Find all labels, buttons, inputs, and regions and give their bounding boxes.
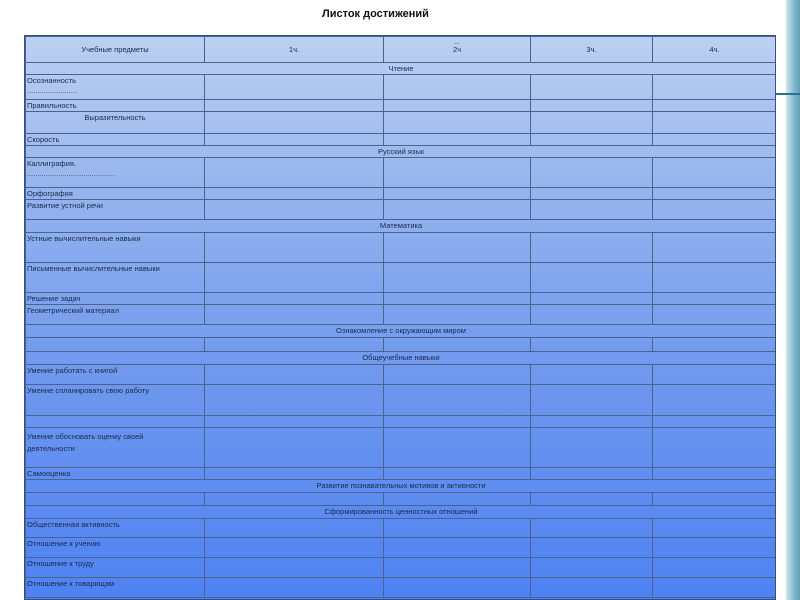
grade-cell[interactable] (653, 293, 777, 305)
grade-cell[interactable] (653, 188, 777, 200)
row-label-oral-speech: Развитие устной речи (26, 200, 205, 220)
row-label-calligraphy (26, 158, 205, 188)
grade-cell[interactable] (653, 100, 777, 112)
grade-cell[interactable] (205, 188, 384, 200)
grade-cell[interactable] (384, 188, 531, 200)
row-label-attitude-work: Отношение к труду (26, 558, 205, 578)
table-row (26, 200, 777, 220)
grade-cell[interactable] (531, 519, 653, 538)
grade-cell[interactable] (384, 293, 531, 305)
table-row (26, 112, 777, 134)
grade-cell[interactable] (205, 112, 384, 134)
grade-cell[interactable] (653, 365, 777, 385)
grade-cell[interactable] (531, 468, 653, 480)
grade-cell[interactable] (205, 416, 384, 428)
grade-cell[interactable] (653, 134, 777, 146)
justify-line-1: Умение обосновать оценку своей (27, 432, 144, 441)
section-row (26, 480, 777, 493)
table-row (26, 158, 777, 188)
row-label-correctness: Правильность (26, 100, 205, 112)
header-quarter-2-label: 2ч (452, 45, 462, 54)
grade-cell[interactable] (653, 200, 777, 220)
row-label-spelling: Орфография (26, 188, 205, 200)
row-label-book-work: Умение работать с книгой (26, 365, 205, 385)
grade-cell[interactable] (205, 100, 384, 112)
table-row (26, 100, 777, 112)
table-row (26, 263, 777, 293)
grade-cell[interactable] (653, 112, 777, 134)
section-reading: Чтение (26, 63, 777, 75)
section-russian: Русский язык (26, 146, 777, 158)
grade-cell[interactable] (384, 493, 531, 506)
grade-cell[interactable] (384, 428, 531, 468)
header-row (26, 37, 777, 63)
row-label-attitude-study: Отношение к учению (26, 538, 205, 558)
header-quarter-2 (384, 37, 531, 63)
grade-cell[interactable] (384, 578, 531, 598)
grade-cell[interactable] (384, 233, 531, 263)
grade-cell[interactable] (384, 338, 531, 352)
justify-line-2: деятельности (27, 444, 75, 453)
grade-cell[interactable] (531, 233, 653, 263)
calligraphy-dots: .......................................... (27, 169, 115, 178)
row-label-justify (26, 428, 205, 468)
grade-cell[interactable] (205, 468, 384, 480)
grade-cell[interactable] (384, 538, 531, 558)
achievement-sheet (24, 35, 776, 600)
grade-cell[interactable] (653, 338, 777, 352)
grade-cell[interactable] (205, 233, 384, 263)
slide-frame-bar (786, 0, 800, 600)
grade-cell[interactable] (531, 338, 653, 352)
grade-cell[interactable] (531, 100, 653, 112)
grade-cell[interactable] (531, 428, 653, 468)
grade-cell[interactable] (205, 428, 384, 468)
table-row (26, 538, 777, 558)
grade-cell[interactable] (531, 416, 653, 428)
table-row (26, 188, 777, 200)
awareness-label: Осознанность (27, 76, 77, 85)
grade-cell[interactable] (653, 305, 777, 325)
header-quarter-2-mark: ... (454, 40, 460, 46)
table-row (26, 385, 777, 416)
grade-cell[interactable] (205, 158, 384, 188)
row-label-self-assessment: Самооценка (26, 468, 205, 480)
table-row (26, 428, 777, 468)
row-label-attitude-friend: Отношение к товарищам (26, 578, 205, 598)
awareness-dots: ........................ (27, 86, 78, 95)
header-subject: Учебные предметы (26, 37, 205, 63)
row-label-speed: Скорость (26, 134, 205, 146)
grade-cell[interactable] (205, 200, 384, 220)
grade-cell[interactable] (653, 493, 777, 506)
table-row (26, 468, 777, 480)
grade-cell[interactable] (531, 493, 653, 506)
section-motivation: Развитие познавательных мотивов и активности (26, 480, 777, 493)
row-label-geometry: Геометрический материал (26, 305, 205, 325)
grade-cell[interactable] (531, 158, 653, 188)
table-row (26, 493, 777, 506)
row-label-awareness (26, 75, 205, 100)
achievement-table (25, 36, 776, 598)
table-row (26, 305, 777, 325)
grade-cell[interactable] (531, 200, 653, 220)
grade-cell[interactable] (205, 134, 384, 146)
grade-cell[interactable] (653, 158, 777, 188)
grade-cell[interactable] (205, 338, 384, 352)
section-row (26, 220, 777, 233)
grade-cell[interactable] (384, 263, 531, 293)
grade-cell[interactable] (384, 305, 531, 325)
grade-cell[interactable] (384, 158, 531, 188)
calligraphy-label: Каллиграфия. (27, 159, 77, 168)
grade-cell[interactable] (384, 75, 531, 100)
row-label-oral-calc: Устные вычислительные навыки (26, 233, 205, 263)
section-row (26, 63, 777, 75)
grade-cell[interactable] (384, 385, 531, 416)
grade-cell[interactable] (531, 134, 653, 146)
section-row (26, 146, 777, 158)
grade-cell[interactable] (653, 428, 777, 468)
grade-cell[interactable] (531, 112, 653, 134)
grade-cell[interactable] (384, 416, 531, 428)
grade-cell[interactable] (531, 578, 653, 598)
grade-cell[interactable] (653, 416, 777, 428)
grade-cell[interactable] (205, 365, 384, 385)
grade-cell[interactable] (653, 75, 777, 100)
header-quarter-4: 4ч. (653, 37, 777, 63)
grade-cell[interactable] (205, 305, 384, 325)
grade-cell[interactable] (531, 263, 653, 293)
grade-cell[interactable] (384, 112, 531, 134)
grade-cell[interactable] (653, 538, 777, 558)
grade-cell[interactable] (531, 558, 653, 578)
section-row (26, 325, 777, 338)
grade-cell[interactable] (205, 493, 384, 506)
table-row (26, 365, 777, 385)
grade-cell[interactable] (205, 519, 384, 538)
table-row (26, 519, 777, 538)
grade-cell[interactable] (653, 519, 777, 538)
grade-cell[interactable] (531, 75, 653, 100)
row-label-expressiveness: Выразительность (26, 112, 205, 134)
section-values: Сформированность ценностных отношений (26, 506, 777, 519)
table-row (26, 134, 777, 146)
grade-cell[interactable] (653, 578, 777, 598)
page-title: Листок достижений (322, 8, 429, 20)
grade-cell[interactable] (205, 578, 384, 598)
grade-cell[interactable] (205, 75, 384, 100)
row-label-blank (26, 416, 205, 428)
grade-cell[interactable] (384, 134, 531, 146)
grade-cell[interactable] (653, 233, 777, 263)
section-math: Математика (26, 220, 777, 233)
grade-cell[interactable] (205, 538, 384, 558)
row-label-written-calc: Письменные вычислительные навыки (26, 263, 205, 293)
table-row (26, 416, 777, 428)
grade-cell[interactable] (384, 468, 531, 480)
grade-cell[interactable] (384, 100, 531, 112)
grade-cell[interactable] (531, 385, 653, 416)
table-row (26, 75, 777, 100)
grade-cell[interactable] (531, 188, 653, 200)
table-row (26, 578, 777, 598)
section-world: Ознакомление с окружающим миром (26, 325, 777, 338)
section-general: Общеучебные навыки (26, 352, 777, 365)
grade-cell[interactable] (653, 468, 777, 480)
row-label-problems: Решение задач (26, 293, 205, 305)
table-row (26, 338, 777, 352)
grade-cell[interactable] (531, 305, 653, 325)
section-row (26, 352, 777, 365)
table-row (26, 293, 777, 305)
grade-cell[interactable] (205, 558, 384, 578)
header-quarter-1: 1ч. (205, 37, 384, 63)
grade-cell[interactable] (384, 200, 531, 220)
row-label-empty (26, 338, 205, 352)
grade-cell[interactable] (653, 263, 777, 293)
grade-cell[interactable] (531, 293, 653, 305)
grade-cell[interactable] (653, 558, 777, 578)
section-row (26, 506, 777, 519)
table-row (26, 558, 777, 578)
row-label-plan-work: Умение спланировать свою работу (26, 385, 205, 416)
row-label-social-activity: Общественная активность (26, 519, 205, 538)
grade-cell[interactable] (205, 293, 384, 305)
grade-cell[interactable] (653, 385, 777, 416)
grade-cell[interactable] (384, 519, 531, 538)
grade-cell[interactable] (205, 385, 384, 416)
grade-cell[interactable] (205, 263, 384, 293)
table-row (26, 233, 777, 263)
grade-cell[interactable] (531, 538, 653, 558)
row-label-empty (26, 493, 205, 506)
grade-cell[interactable] (531, 365, 653, 385)
grade-cell[interactable] (384, 558, 531, 578)
header-quarter-3: 3ч. (531, 37, 653, 63)
grade-cell[interactable] (384, 365, 531, 385)
